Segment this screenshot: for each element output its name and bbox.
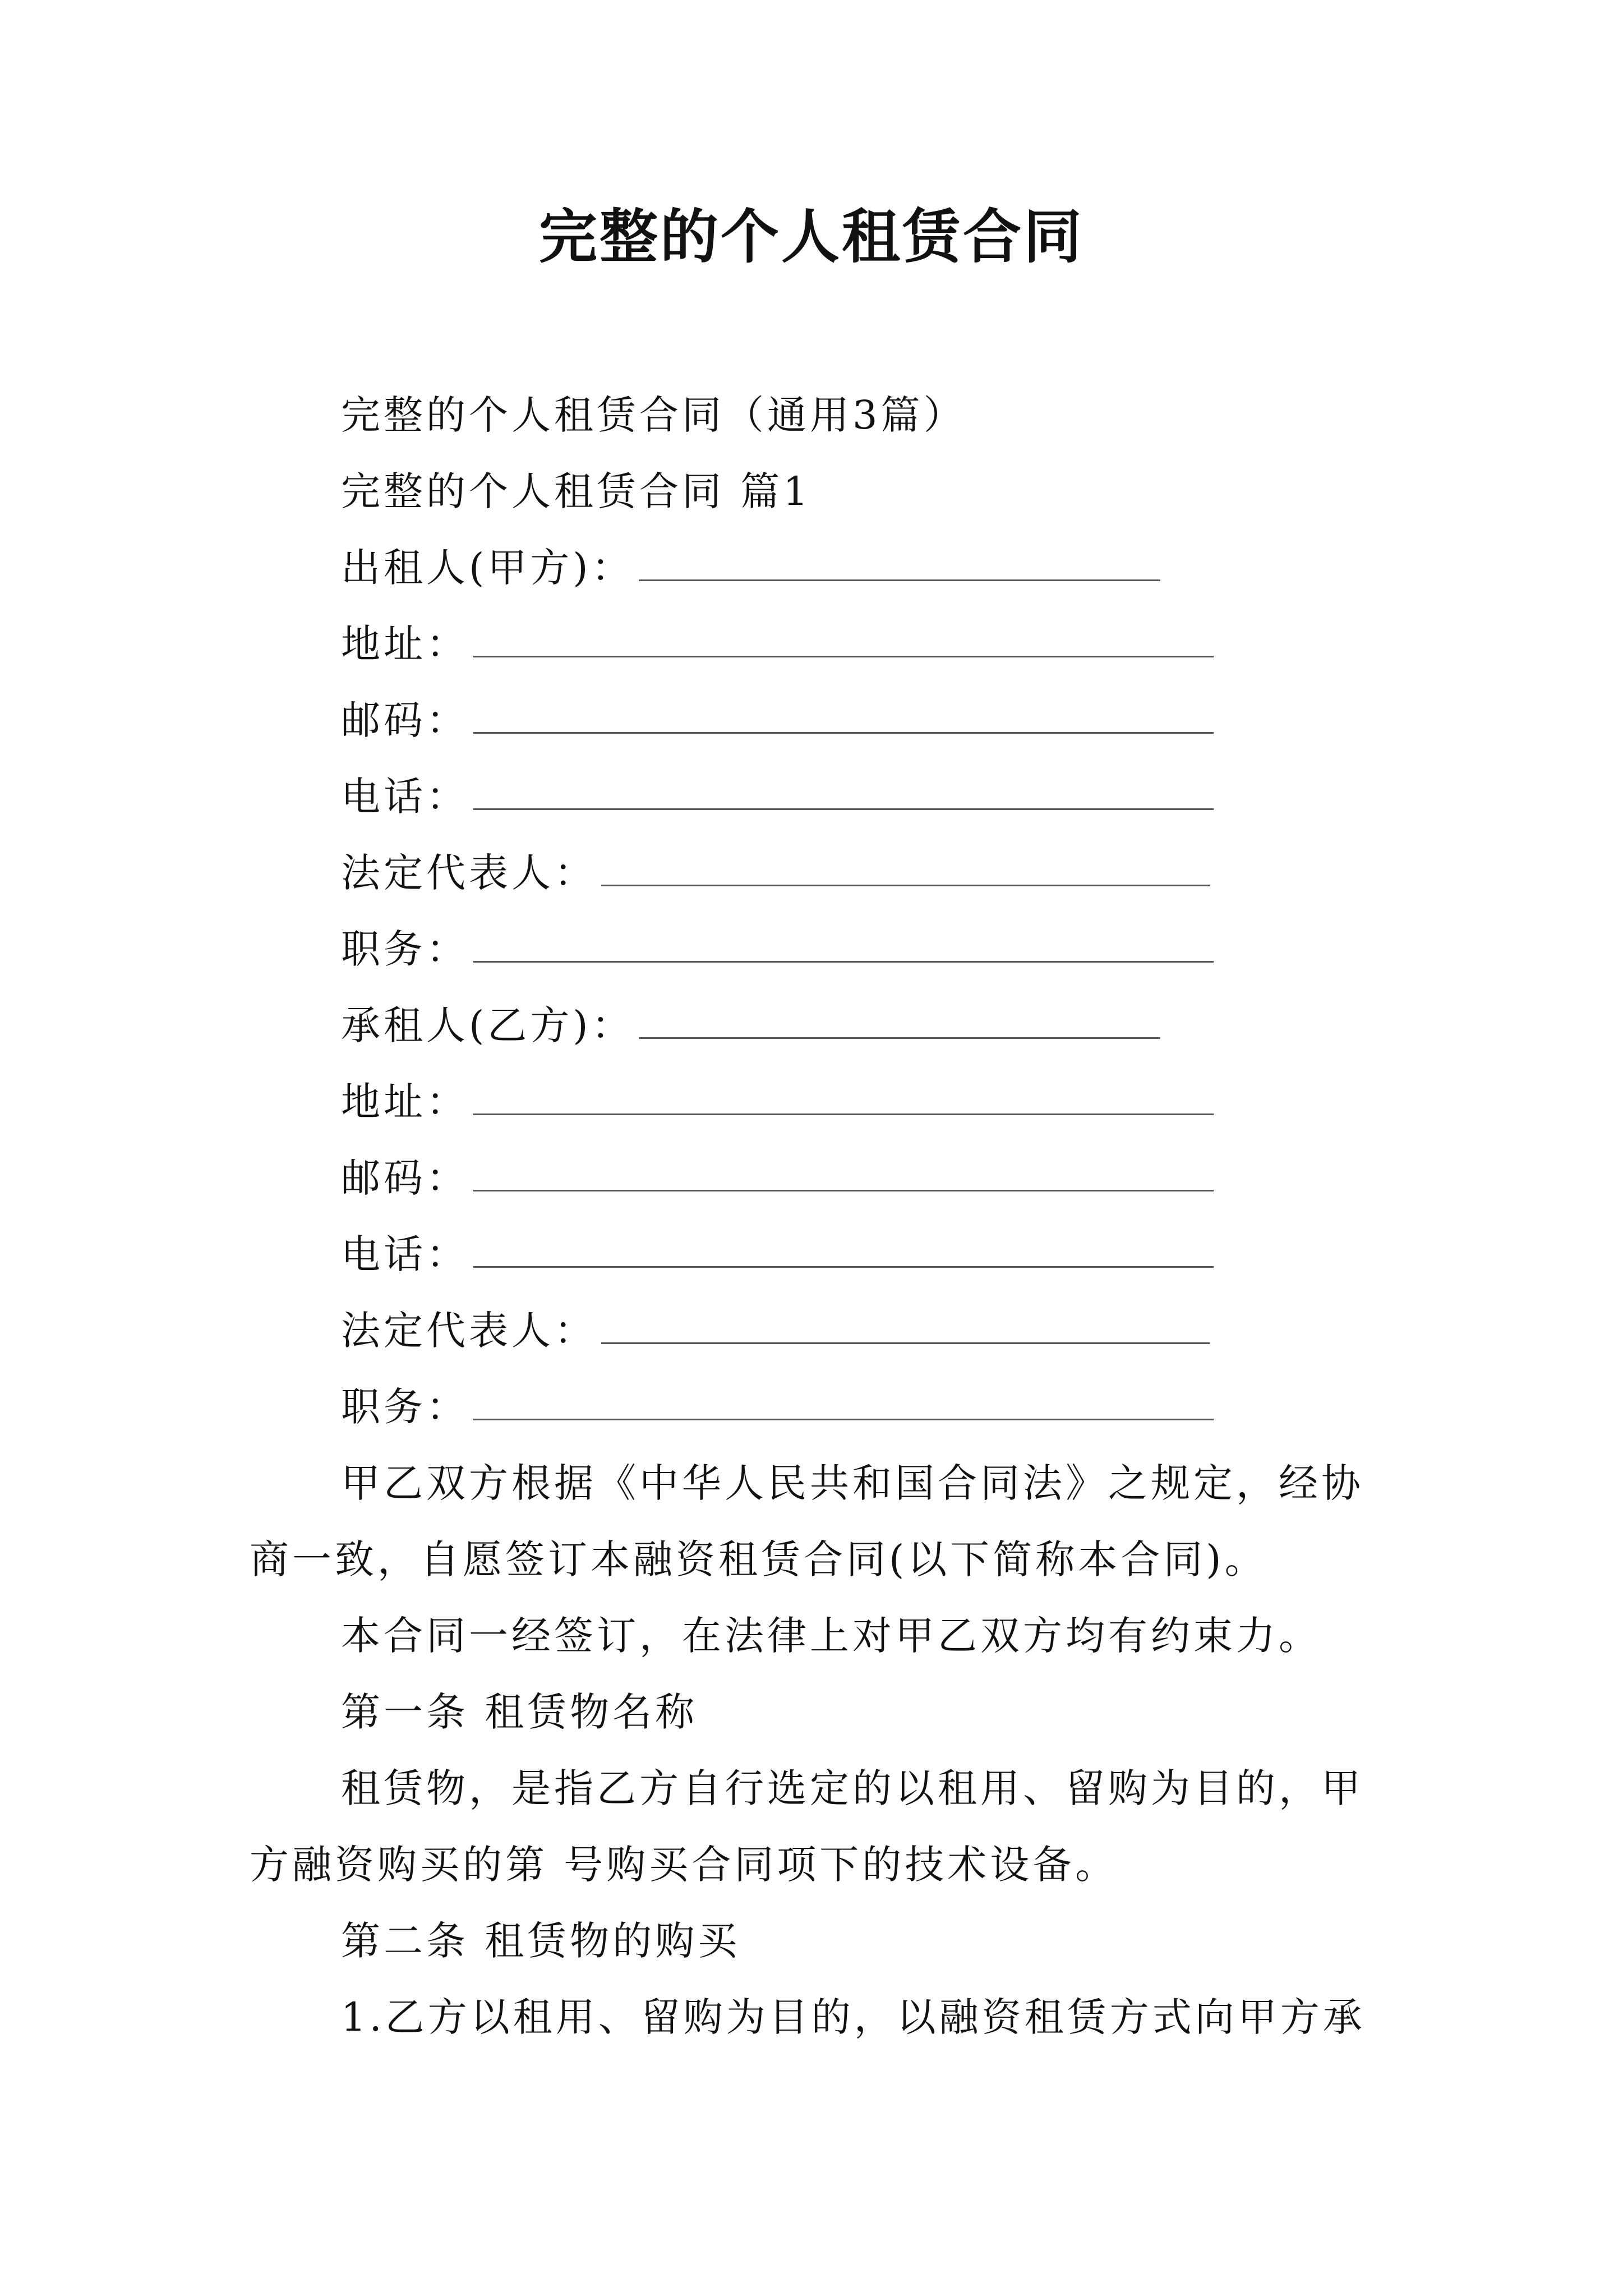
lessor-phone-label: 电话： — [341, 774, 469, 820]
lessor-postcode-label: 邮码： — [341, 697, 469, 743]
lessor-address-row — [341, 616, 1214, 672]
lessee-row — [341, 997, 1160, 1053]
lessee-phone-row — [341, 1226, 1214, 1282]
paragraph-basis-line1: 甲乙双方根据《中华人民共和国合同法》之规定，经协 — [341, 1460, 1364, 1506]
lessee-legal-rep-label: 法定代表人： — [341, 1308, 597, 1354]
lessor-address-field[interactable] — [473, 623, 1214, 657]
lessee-name-field[interactable] — [639, 1005, 1160, 1039]
lessee-position-label: 职务： — [341, 1384, 469, 1430]
lessee-address-label: 地址： — [341, 1079, 469, 1125]
lessee-position-field[interactable] — [473, 1386, 1214, 1420]
lessor-phone-field[interactable] — [473, 776, 1214, 810]
lessee-postcode-row — [341, 1150, 1214, 1206]
lessee-label: 承租人(乙方)： — [341, 1002, 634, 1048]
lessor-legal-rep-field[interactable] — [601, 852, 1210, 886]
lessor-phone-row — [341, 769, 1214, 825]
lessor-position-label: 职务： — [341, 926, 469, 972]
lessee-address-field[interactable] — [473, 1081, 1214, 1115]
paragraph-basis-line2: 商一致，自愿签订本融资租赁合同(以下简称本合同)。 — [250, 1536, 1267, 1582]
lessor-position-row — [341, 921, 1214, 977]
lessee-address-row — [341, 1074, 1214, 1130]
lessor-row — [341, 540, 1160, 596]
article1-heading: 第一条 租赁物名称 — [341, 1689, 698, 1735]
paragraph-binding: 本合同一经签订，在法律上对甲乙双方均有约束力。 — [341, 1613, 1321, 1659]
article1-body-line2: 方融资购买的第 号购买合同项下的技术设备。 — [250, 1842, 1118, 1888]
lessor-position-field[interactable] — [473, 928, 1214, 963]
document-subtitle: 完整的个人租赁合同（通用3篇） — [341, 392, 966, 438]
lessee-postcode-field[interactable] — [473, 1157, 1214, 1191]
article1-body-line1: 租赁物，是指乙方自行选定的以租用、留购为目的，甲 — [341, 1765, 1364, 1811]
lessor-address-label: 地址： — [341, 621, 469, 667]
lessor-name-field[interactable] — [639, 547, 1160, 581]
article2-item1: 1.乙方以租用、留购为目的，以融资租赁方式向甲方承 — [341, 1994, 1366, 2040]
lessee-legal-rep-row — [341, 1303, 1210, 1359]
lessee-postcode-label: 邮码： — [341, 1155, 469, 1201]
lessor-postcode-row — [341, 692, 1214, 748]
lessor-legal-rep-label: 法定代表人： — [341, 850, 597, 896]
document-title: 完整的个人租赁合同 — [538, 202, 1084, 271]
lessor-postcode-field[interactable] — [473, 700, 1214, 734]
lessor-legal-rep-row — [341, 845, 1210, 901]
lessee-legal-rep-field[interactable] — [601, 1310, 1210, 1344]
lessee-phone-label: 电话： — [341, 1231, 469, 1277]
article2-heading: 第二条 租赁物的购买 — [341, 1918, 741, 1964]
lessee-position-row — [341, 1379, 1214, 1435]
lessor-label: 出租人(甲方)： — [341, 545, 634, 591]
section-heading: 完整的个人租赁合同 篇1 — [341, 468, 811, 514]
lessee-phone-field[interactable] — [473, 1234, 1214, 1268]
